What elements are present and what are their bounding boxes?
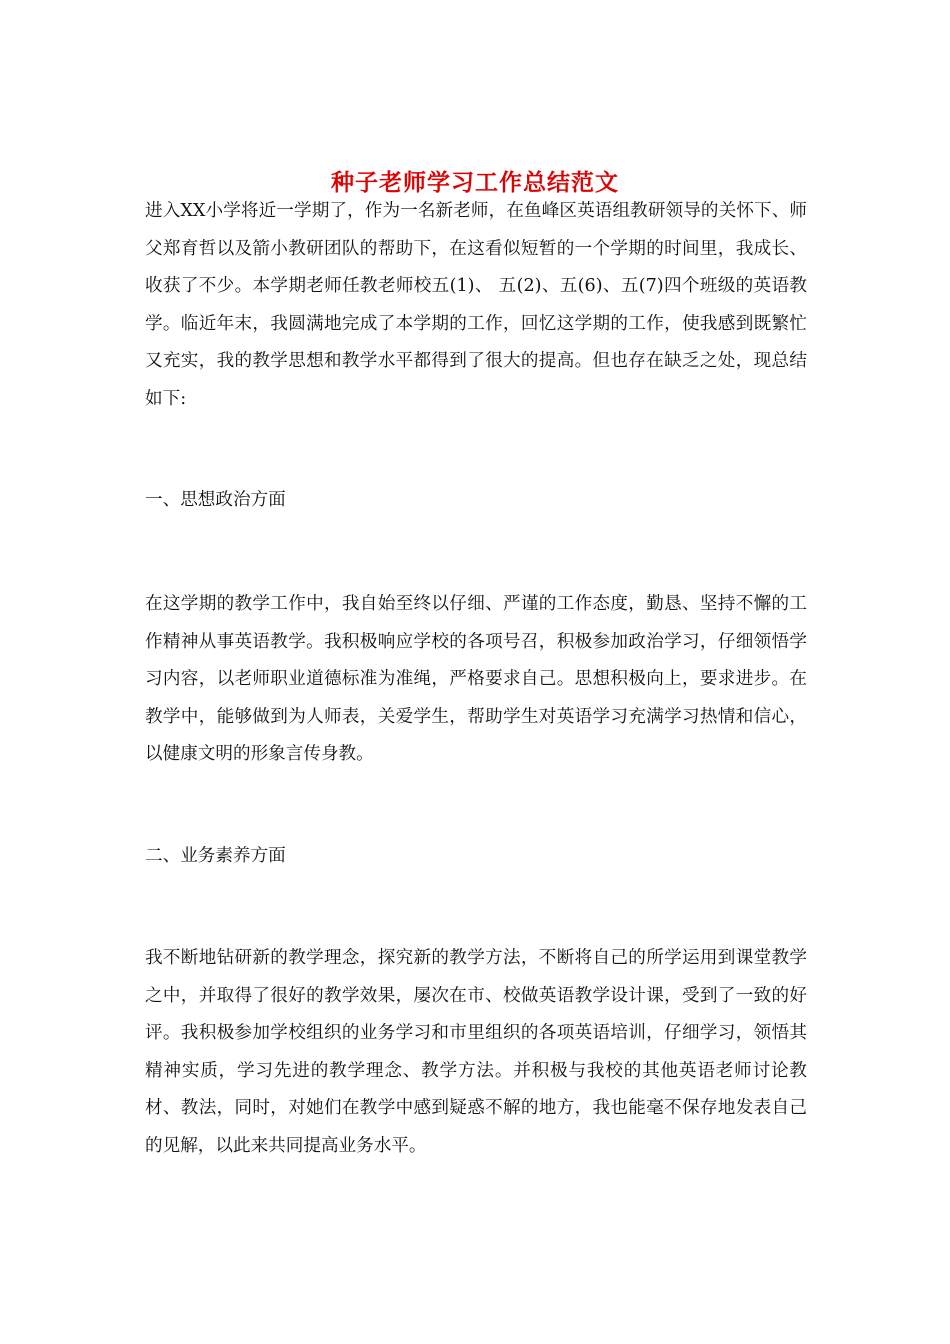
document-title: 种子老师学习工作总结范文 xyxy=(331,169,619,197)
section-heading-political: 一、思想政治方面 xyxy=(145,490,286,510)
section-body-political: 在这学期的教学工作中，我自始至终以仔细、严谨的工作态度，勤恳、坚持不懈的工作精神从事英语教学。我积极响应学校的各项号召，积极参加政治学习，仔细领悟学习内容，以老师职业道德标准为准绳，严格要求自己。思想积极向上，要求进步。在教学中，能够做到为人师表，关爱学生，帮助学生对英语学习充满学习热情和信心，以健康文明的形象言传身教。 xyxy=(145,594,807,764)
intro-paragraph: 进入XX小学将近一学期了，作为一名新老师，在鱼峰区英语组教研领导的关怀下、师父郑育哲以及箭小教研团队的帮助下，在这看似短暂的一个学期的时间里，我成长、收获了不少。本学期老师任教老师校五(1)、 五(2)、五(6)、五(7)四个班级的英语教学。临近年末，我圆满地完成了本学期的工作，回忆这学期的工作，使我感到既繁忙又充实，我的教学思想和教学水平都得到了很大的提高。但也存在缺乏之处，现总结如下: xyxy=(145,201,807,409)
section-body-professional: 我不断地钻研新的教学理念，探究新的教学方法，不断将自己的所学运用到课堂教学之中，并取得了很好的教学效果，屡次在市、校做英语教学设计课，受到了一致的好评。我积极参加学校组织的业务学习和市里组织的各项英语培训，仔细学习，领悟其精神实质，学习先进的教学理念、教学方法。并积极与我校的其他英语老师讨论教材、教法，同时，对她们在教学中感到疑惑不解的地方，我也能毫不保存地发表自己的见解，以此来共同提高业务水平。 xyxy=(145,948,807,1156)
section-heading-professional: 二、业务素养方面 xyxy=(145,846,286,866)
